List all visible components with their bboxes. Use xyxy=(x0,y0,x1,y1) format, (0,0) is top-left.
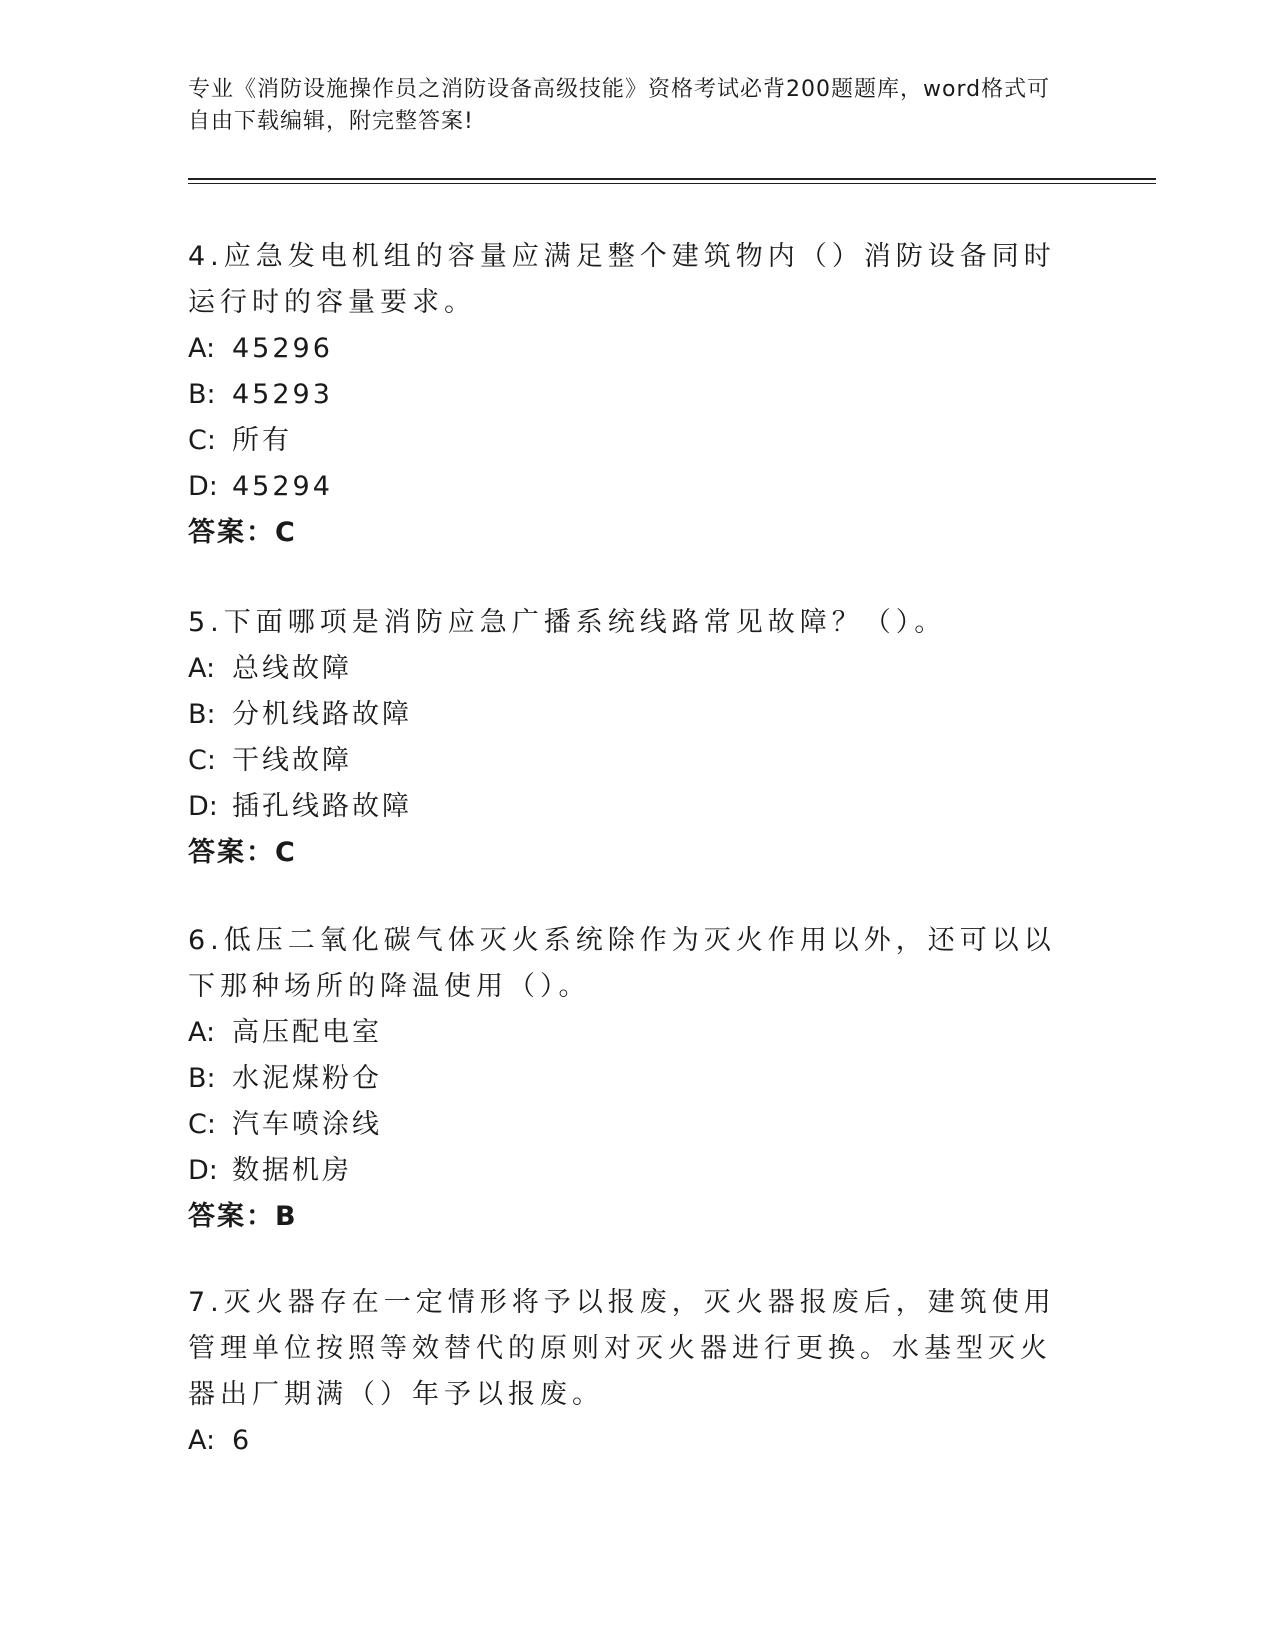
option-letter: C: xyxy=(188,425,216,456)
option-text: 总线故障 xyxy=(232,653,352,684)
option-letter: B: xyxy=(188,1063,216,1094)
option-letter: C: xyxy=(188,745,216,776)
option-text: 45293 xyxy=(232,379,333,410)
option-a xyxy=(188,646,1068,692)
option-letter: B: xyxy=(188,379,216,410)
option-b xyxy=(188,692,1068,738)
question-5 xyxy=(188,600,1068,876)
option-a xyxy=(188,326,1068,372)
option-b xyxy=(188,1056,1068,1102)
option-text: 所有 xyxy=(232,425,292,456)
option-c xyxy=(188,1102,1068,1148)
option-letter: A: xyxy=(188,1425,216,1456)
question-text: 5.下面哪项是消防应急广播系统线路常见故障？（）。 xyxy=(188,607,947,638)
question-text: 4.应急发电机组的容量应满足整个建筑物内（）消防设备同时运行时的容量要求。 xyxy=(188,241,1056,318)
option-d xyxy=(188,784,1068,830)
option-c xyxy=(188,418,1068,464)
option-letter: A: xyxy=(188,333,216,364)
option-letter: A: xyxy=(188,1017,216,1048)
option-text: 插孔线路故障 xyxy=(232,791,412,822)
option-text: 水泥煤粉仓 xyxy=(232,1063,382,1094)
option-text: 分机线路故障 xyxy=(232,699,412,730)
header-divider-thin xyxy=(188,183,1156,184)
question-text: 6.低压二氧化碳气体灭火系统除作为灭火作用以外，还可以以下那种场所的降温使用（）。 xyxy=(188,925,1056,1002)
option-text: 45296 xyxy=(232,333,333,364)
option-letter: A: xyxy=(188,653,216,684)
option-letter: C: xyxy=(188,1109,216,1140)
answer: 答案：C xyxy=(188,517,297,548)
option-text: 干线故障 xyxy=(232,745,352,776)
option-d xyxy=(188,1148,1068,1194)
option-text: 数据机房 xyxy=(232,1155,352,1186)
option-a xyxy=(188,1010,1068,1056)
option-letter: D: xyxy=(188,471,218,502)
option-text: 高压配电室 xyxy=(232,1017,382,1048)
question-4 xyxy=(188,234,1068,556)
question-7 xyxy=(188,1280,1068,1464)
answer: 答案：B xyxy=(188,1201,298,1232)
option-text: 6 xyxy=(232,1425,253,1456)
option-a xyxy=(188,1418,1068,1464)
question-text: 7.灭火器存在一定情形将予以报废，灭火器报废后，建筑使用管理单位按照等效替代的原则对灭火器进行更换。水基型灭火器出厂期满（）年予以报废。 xyxy=(188,1287,1056,1410)
document-header: 专业《消防设施操作员之消防设备高级技能》资格考试必背200题题库，word格式可自由下载编辑，附完整答案! xyxy=(188,77,1051,134)
option-letter: B: xyxy=(188,699,216,730)
option-letter: D: xyxy=(188,791,218,822)
option-d xyxy=(188,464,1068,510)
option-c xyxy=(188,738,1068,784)
option-b xyxy=(188,372,1068,418)
question-6 xyxy=(188,918,1068,1240)
option-text: 汽车喷涂线 xyxy=(232,1109,382,1140)
answer: 答案：C xyxy=(188,837,297,868)
option-text: 45294 xyxy=(232,471,333,502)
header-divider xyxy=(188,178,1156,180)
option-letter: D: xyxy=(188,1155,218,1186)
